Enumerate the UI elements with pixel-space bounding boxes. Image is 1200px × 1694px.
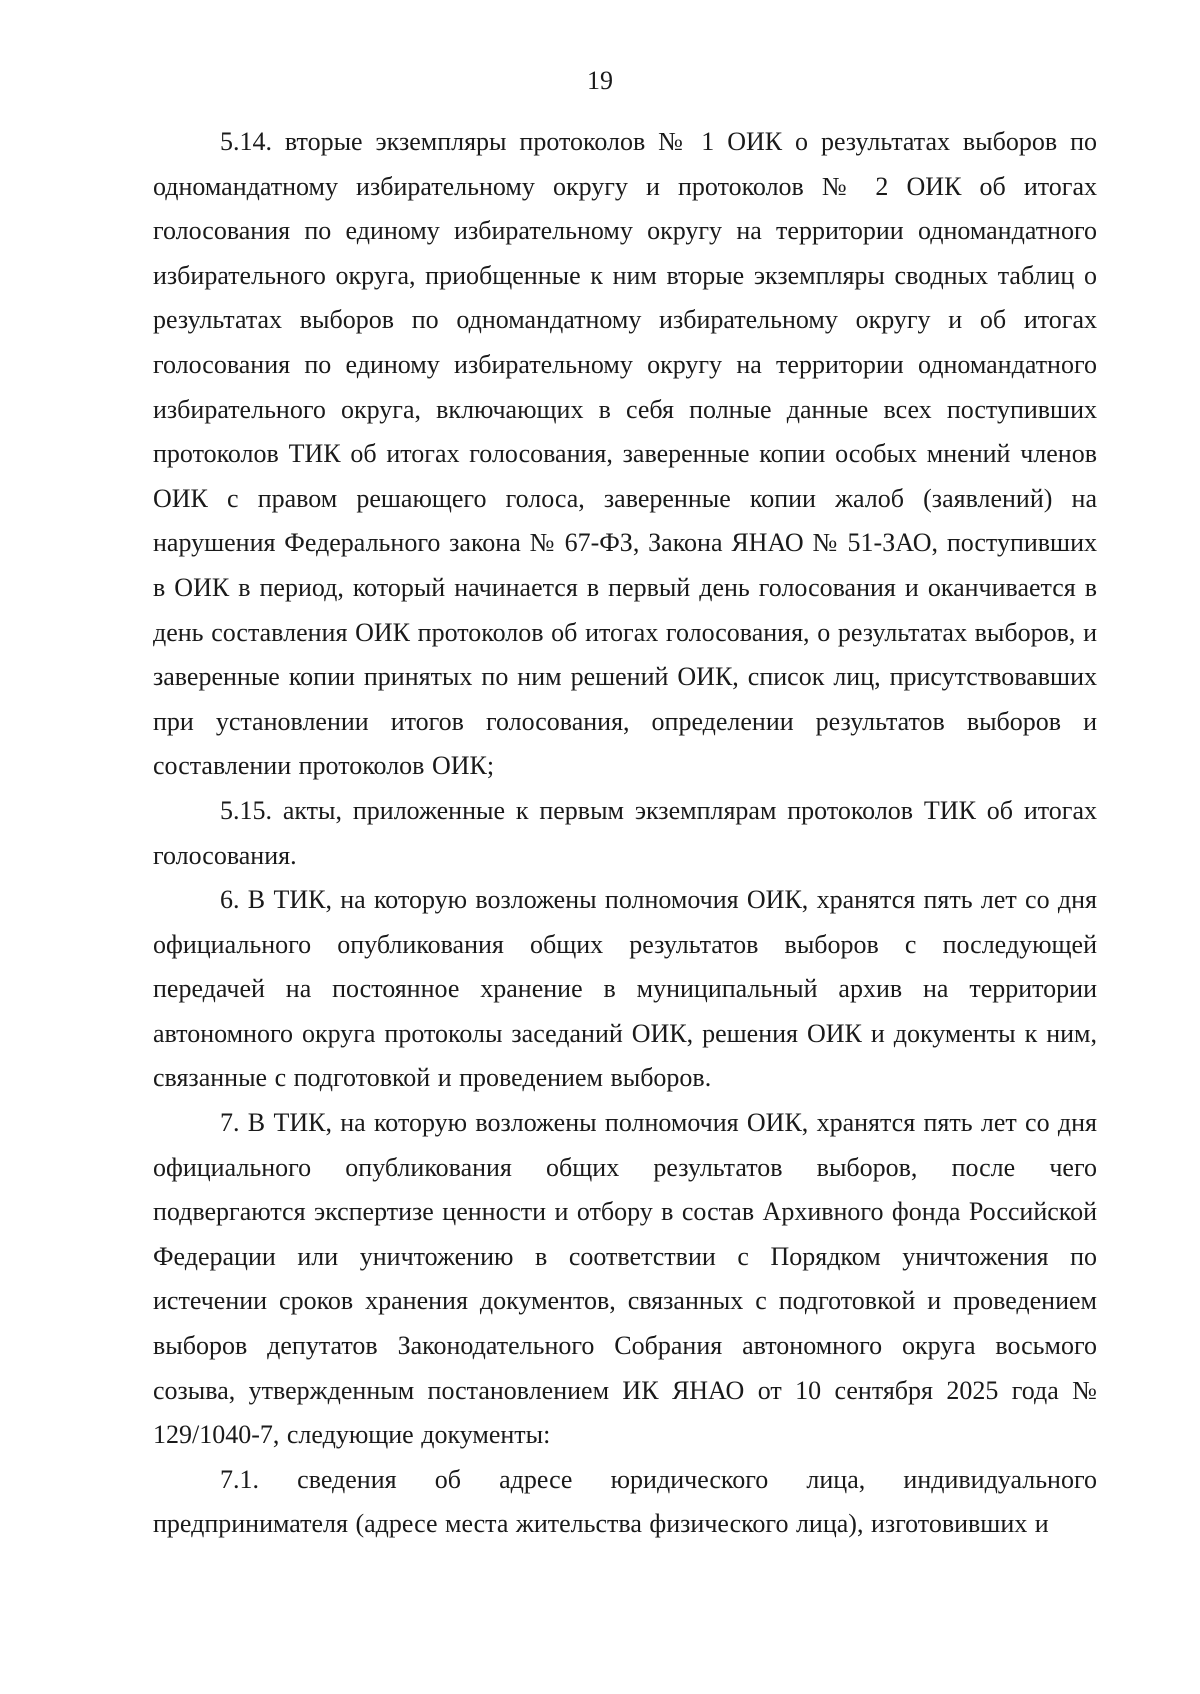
- document-body: [153, 120, 1097, 1547]
- page-number: 19: [587, 66, 613, 95]
- paragraph-7: 7. В ТИК, на которую возложены полномочия ОИК, хранятся пять лет со дня официального опубликования общих результатов выборов, после чего подвергаются экспертизе ценности и отбору в состав Архивного фонда Российской Федерации или уничтожению в соответствии с Порядком уничтожения по истечении сроков хранения документов, связанных с подготовкой и проведением выборов депутатов Законодательного Собрания автономного округа восьмого созыва, утвержденным постановлением ИК ЯНАО от 10 сентября 2025 года № 129/1040-7, следующие документы:: [153, 1108, 1097, 1450]
- paragraph-5-15: 5.15. акты, приложенные к первым экземплярам протоколов ТИК об итогах голосования.: [153, 795, 1097, 870]
- paragraph-7-1: 7.1. сведения об адресе юридического лица, индивидуального предпринимателя (адресе места жительства физического лица), изготовивших и: [153, 1464, 1097, 1539]
- paragraph-5-14: 5.14. вторые экземпляры протоколов № 1 ОИК о результатах выборов по одномандатному избирательному округу и протоколов № 2 ОИК об итогах голосования по единому избирательному округу на территории одномандатного избирательного округа, приобщенные к ним вторые экземпляры сводных таблиц о результатах выборов по одномандатному избирательному округу и об итогах голосования по единому избирательному округу на территории одномандатного избирательного округа, включающих в себя полные данные всех поступивших протоколов ТИК об итогах голосования, заверенные копии особых мнений членов ОИК с правом решающего голоса, заверенные копии жалоб (заявлений) на нарушения Федерального закона № 67-ФЗ, Закона ЯНАО № 51-ЗАО, поступивших в ОИК в период, который начинается в первый день голосования и оканчивается в день составления ОИК протоколов об итогах голосования, о результатах выборов, и заверенные копии принятых по ним решений ОИК, список лиц, присутствовавших при установлении итогов голосования, определении результатов выборов и составлении протоколов ОИК;: [153, 127, 1097, 781]
- paragraph-6: 6. В ТИК, на которую возложены полномочия ОИК, хранятся пять лет со дня официального опубликования общих результатов выборов с последующей передачей на постоянное хранение в муниципальный архив на территории автономного округа протоколы заседаний ОИК, решения ОИК и документы к ним, связанные с подготовкой и проведением выборов.: [153, 885, 1097, 1093]
